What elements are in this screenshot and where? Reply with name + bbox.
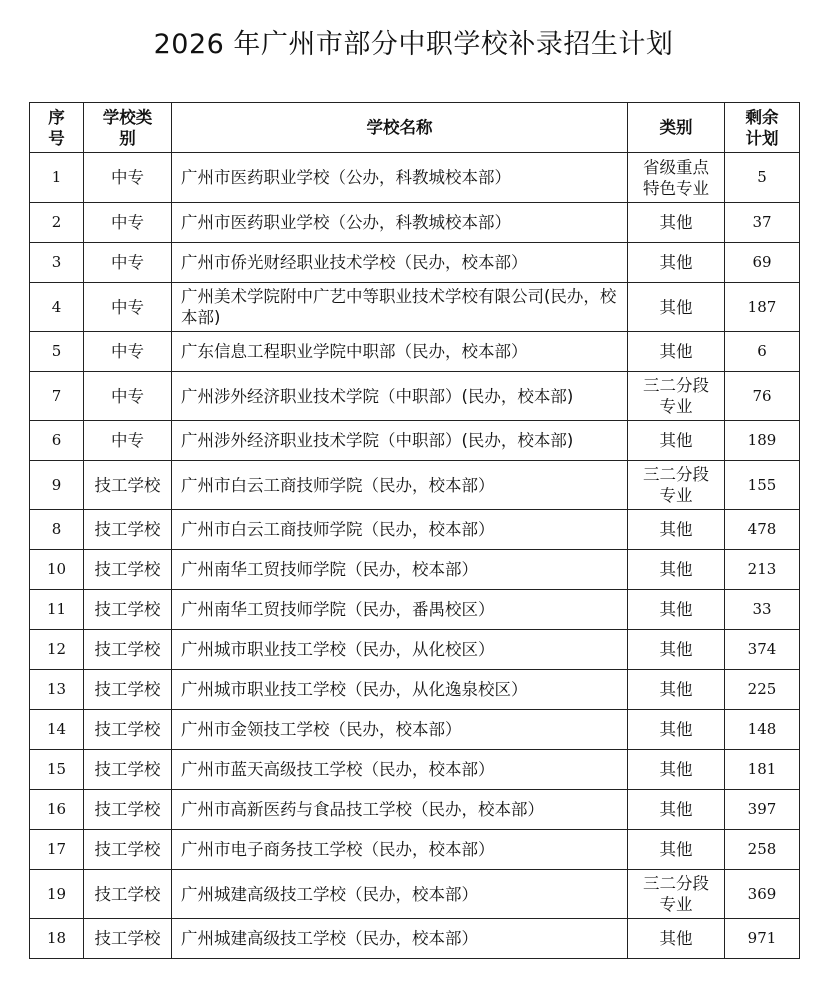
school-type: 中专	[84, 283, 172, 332]
table-row	[30, 670, 800, 710]
school-type: 中专	[84, 332, 172, 372]
row-number: 1	[30, 153, 84, 203]
header-num: 序 号	[30, 103, 84, 153]
table-row	[30, 790, 800, 830]
remaining-quota: 189	[725, 421, 800, 461]
school-name: 广州市医药职业学校（公办，科教城校本部）	[172, 203, 628, 243]
remaining-quota: 971	[725, 919, 800, 959]
category: 其他	[628, 919, 725, 959]
school-name: 广州城市职业技工学校（民办，从化逸泉校区）	[172, 670, 628, 710]
school-type: 中专	[84, 203, 172, 243]
enrollment-table	[29, 102, 800, 959]
school-name: 广州涉外经济职业技术学院（中职部）(民办，校本部)	[172, 421, 628, 461]
remaining-quota: 37	[725, 203, 800, 243]
remaining-quota: 478	[725, 510, 800, 550]
table-row	[30, 243, 800, 283]
remaining-quota: 258	[725, 830, 800, 870]
school-name: 广州南华工贸技师学院（民办，校本部）	[172, 550, 628, 590]
school-type: 技工学校	[84, 550, 172, 590]
row-number: 4	[30, 283, 84, 332]
row-number: 2	[30, 203, 84, 243]
row-number: 18	[30, 919, 84, 959]
row-number: 9	[30, 461, 84, 510]
school-name: 广州涉外经济职业技术学院（中职部）(民办，校本部)	[172, 372, 628, 421]
category: 其他	[628, 510, 725, 550]
category: 其他	[628, 550, 725, 590]
category: 其他	[628, 332, 725, 372]
school-type: 中专	[84, 372, 172, 421]
table-row	[30, 919, 800, 959]
category: 其他	[628, 283, 725, 332]
school-name: 广州城市职业技工学校（民办，从化校区）	[172, 630, 628, 670]
school-name: 广州市电子商务技工学校（民办，校本部）	[172, 830, 628, 870]
row-number: 10	[30, 550, 84, 590]
remaining-quota: 76	[725, 372, 800, 421]
category: 其他	[628, 790, 725, 830]
header-school-type: 学校类 别	[84, 103, 172, 153]
remaining-quota: 6	[725, 332, 800, 372]
remaining-quota: 155	[725, 461, 800, 510]
table-row	[30, 203, 800, 243]
category: 其他	[628, 243, 725, 283]
school-type: 技工学校	[84, 870, 172, 919]
remaining-quota: 225	[725, 670, 800, 710]
table-row	[30, 283, 800, 332]
table-row	[30, 710, 800, 750]
table-row	[30, 630, 800, 670]
school-type: 技工学校	[84, 630, 172, 670]
remaining-quota: 374	[725, 630, 800, 670]
table-row	[30, 421, 800, 461]
row-number: 7	[30, 372, 84, 421]
table-row	[30, 590, 800, 630]
row-number: 3	[30, 243, 84, 283]
school-name: 广州南华工贸技师学院（民办，番禺校区）	[172, 590, 628, 630]
school-name: 广州市白云工商技师学院（民办，校本部）	[172, 461, 628, 510]
category: 其他	[628, 421, 725, 461]
category: 其他	[628, 590, 725, 630]
school-type: 技工学校	[84, 670, 172, 710]
remaining-quota: 187	[725, 283, 800, 332]
school-name: 广州城建高级技工学校（民办，校本部）	[172, 870, 628, 919]
school-type: 技工学校	[84, 830, 172, 870]
header-row	[30, 103, 800, 153]
category: 其他	[628, 670, 725, 710]
school-type: 技工学校	[84, 710, 172, 750]
category: 其他	[628, 203, 725, 243]
header-school-name: 学校名称	[172, 103, 628, 153]
school-name: 广州市高新医药与食品技工学校（民办，校本部）	[172, 790, 628, 830]
table-row	[30, 372, 800, 421]
row-number: 5	[30, 332, 84, 372]
table-row	[30, 870, 800, 919]
row-number: 11	[30, 590, 84, 630]
category: 三二分段 专业	[628, 461, 725, 510]
row-number: 8	[30, 510, 84, 550]
school-name: 广州美术学院附中广艺中等职业技术学校有限公司(民办，校本部)	[172, 283, 628, 332]
row-number: 16	[30, 790, 84, 830]
row-number: 13	[30, 670, 84, 710]
category: 其他	[628, 630, 725, 670]
school-type: 技工学校	[84, 510, 172, 550]
page-title: 2026 年广州市部分中职学校补录招生计划	[153, 29, 674, 60]
category: 其他	[628, 710, 725, 750]
table-row	[30, 461, 800, 510]
remaining-quota: 397	[725, 790, 800, 830]
remaining-quota: 369	[725, 870, 800, 919]
school-name: 广州市侨光财经职业技术学校（民办，校本部）	[172, 243, 628, 283]
table-row	[30, 550, 800, 590]
remaining-quota: 69	[725, 243, 800, 283]
school-type: 中专	[84, 153, 172, 203]
row-number: 17	[30, 830, 84, 870]
category: 其他	[628, 830, 725, 870]
row-number: 12	[30, 630, 84, 670]
school-name: 广东信息工程职业学院中职部（民办，校本部）	[172, 332, 628, 372]
table-row	[30, 510, 800, 550]
school-type: 技工学校	[84, 750, 172, 790]
row-number: 6	[30, 421, 84, 461]
school-name: 广州市白云工商技师学院（民办，校本部）	[172, 510, 628, 550]
header-category: 类别	[628, 103, 725, 153]
remaining-quota: 33	[725, 590, 800, 630]
school-name: 广州市医药职业学校（公办，科教城校本部）	[172, 153, 628, 203]
row-number: 15	[30, 750, 84, 790]
table-row	[30, 332, 800, 372]
header-remaining: 剩余 计划	[725, 103, 800, 153]
remaining-quota: 213	[725, 550, 800, 590]
row-number: 19	[30, 870, 84, 919]
remaining-quota: 181	[725, 750, 800, 790]
school-name: 广州城建高级技工学校（民办，校本部）	[172, 919, 628, 959]
school-type: 技工学校	[84, 790, 172, 830]
school-type: 中专	[84, 243, 172, 283]
remaining-quota: 5	[725, 153, 800, 203]
row-number: 14	[30, 710, 84, 750]
category: 三二分段 专业	[628, 870, 725, 919]
school-type: 中专	[84, 421, 172, 461]
table-row	[30, 153, 800, 203]
table-row	[30, 830, 800, 870]
school-name: 广州市金领技工学校（民办，校本部）	[172, 710, 628, 750]
school-type: 技工学校	[84, 590, 172, 630]
table-row	[30, 750, 800, 790]
category: 其他	[628, 750, 725, 790]
category: 省级重点 特色专业	[628, 153, 725, 203]
school-name: 广州市蓝天高级技工学校（民办，校本部）	[172, 750, 628, 790]
remaining-quota: 148	[725, 710, 800, 750]
school-type: 技工学校	[84, 919, 172, 959]
category: 三二分段 专业	[628, 372, 725, 421]
school-type: 技工学校	[84, 461, 172, 510]
